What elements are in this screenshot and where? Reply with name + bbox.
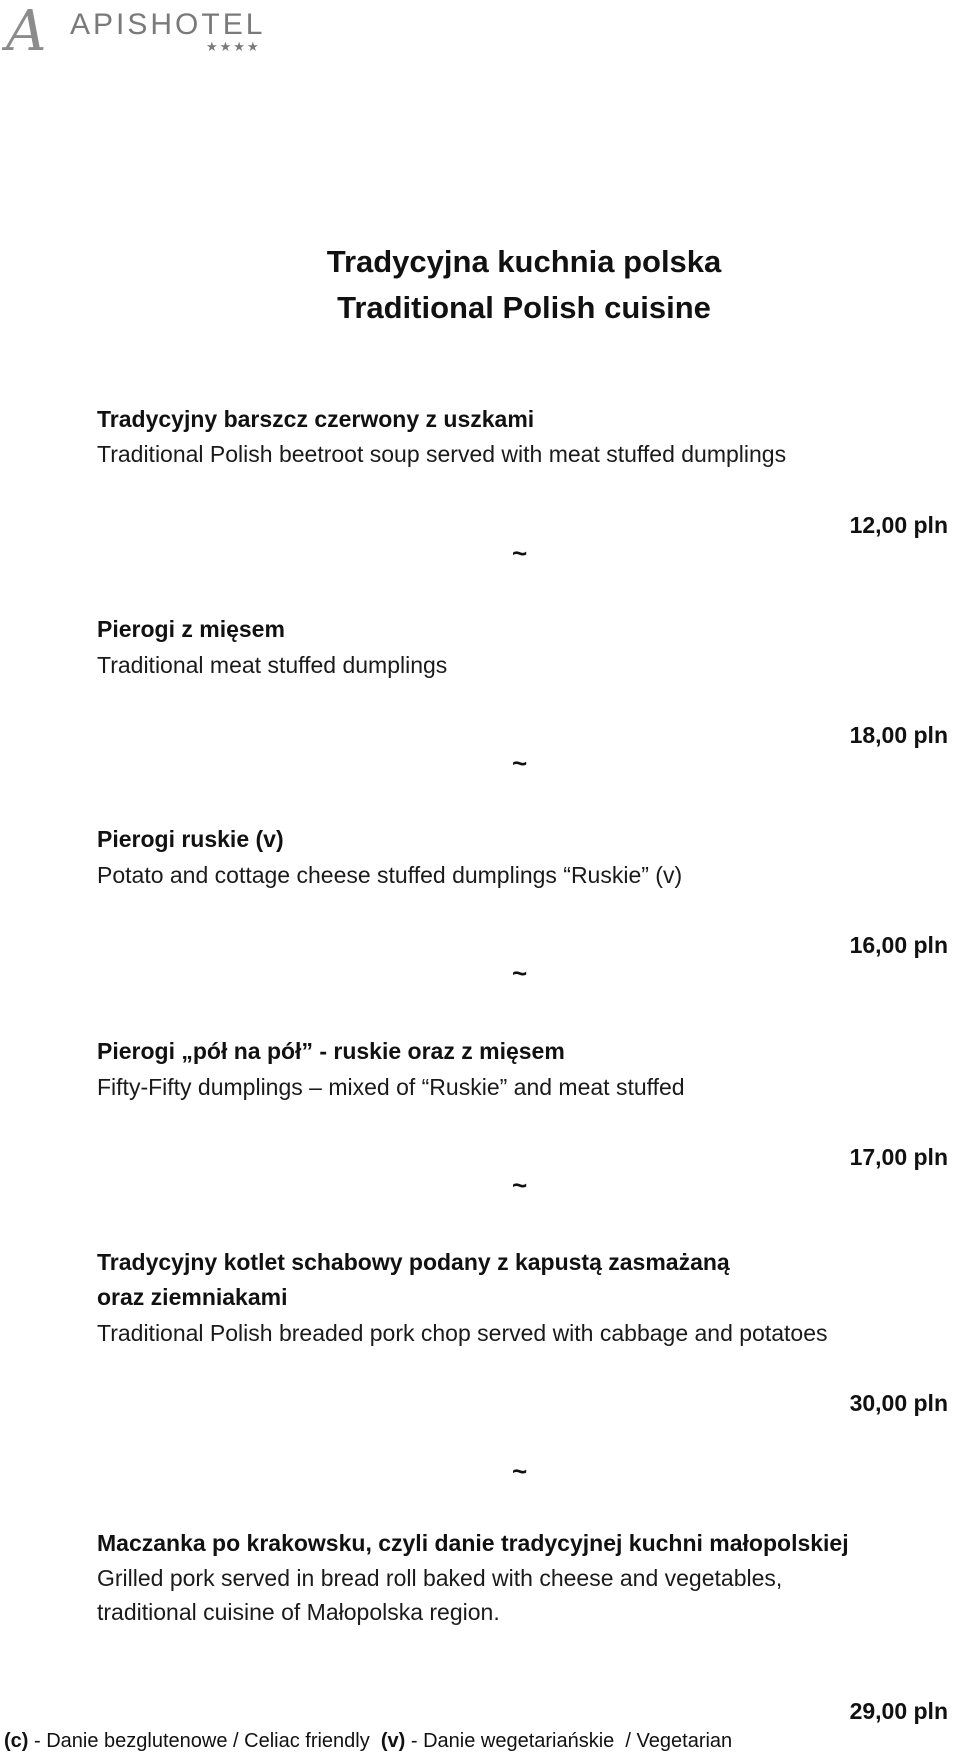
dish-description: Potato and cottage cheese stuffed dumplings “Ruskie” (v)	[97, 862, 683, 888]
legend-text-celiac: - Danie bezglutenowe / Celiac friendly	[28, 1730, 381, 1752]
dish-price: 18,00 pln	[849, 722, 948, 748]
menu-title-english: Traditional Polish cuisine	[337, 290, 711, 325]
separator-tilde: ~	[512, 1456, 528, 1486]
dish-description: Fifty-Fifty dumplings – mixed of “Ruskie” and meat stuffed	[97, 1074, 685, 1100]
dish-price: 17,00 pln	[849, 1144, 948, 1170]
dish-price: 30,00 pln	[849, 1390, 948, 1416]
separator-tilde: ~	[512, 538, 528, 568]
logo-monogram: A	[6, 0, 47, 64]
legend-code-celiac: (c)	[4, 1730, 29, 1752]
logo-name: APISHOTEL	[70, 8, 266, 41]
dish-name: Maczanka po krakowsku, czyli danie tradycyjnej kuchni małopolskiej	[97, 1530, 849, 1556]
dish-description: Traditional Polish beetroot soup served with meat stuffed dumplings	[97, 441, 787, 467]
menu-title-polish: Tradycyjna kuchnia polska	[326, 244, 722, 279]
dish-price: 16,00 pln	[849, 932, 948, 958]
dish-name: Pierogi ruskie (v)	[97, 826, 284, 852]
separator-tilde: ~	[512, 958, 528, 988]
separator-tilde: ~	[512, 748, 528, 778]
dish-name: Pierogi „pół na pół” - ruskie oraz z mięsem	[97, 1038, 565, 1064]
dish-price: 12,00 pln	[849, 512, 948, 538]
dish-description: Grilled pork served in bread roll baked with cheese and vegetables,	[97, 1565, 783, 1591]
hotel-logo	[6, 0, 276, 64]
separator-tilde: ~	[512, 1170, 528, 1200]
dish-price: 29,00 pln	[849, 1698, 948, 1724]
legend-text-vegetarian: - Danie wegetariańskie / Vegetarian	[405, 1730, 733, 1752]
dish-name: Tradycyjny kotlet schabowy podany z kapustą zasmażaną	[97, 1249, 730, 1275]
dish-name-line2: oraz ziemniakami	[97, 1284, 288, 1310]
dish-description-line2: traditional cuisine of Małopolska region.	[97, 1599, 500, 1625]
dish-description: Traditional Polish breaded pork chop served with cabbage and potatoes	[97, 1320, 828, 1346]
dish-description: Traditional meat stuffed dumplings	[97, 652, 448, 678]
legend-code-vegetarian: (v)	[380, 1730, 406, 1752]
dietary-legend	[4, 1730, 732, 1753]
dish-name: Tradycyjny barszcz czerwony z uszkami	[97, 406, 535, 432]
logo-stars: ★★★★	[206, 40, 261, 55]
dish-name: Pierogi z mięsem	[97, 616, 285, 642]
